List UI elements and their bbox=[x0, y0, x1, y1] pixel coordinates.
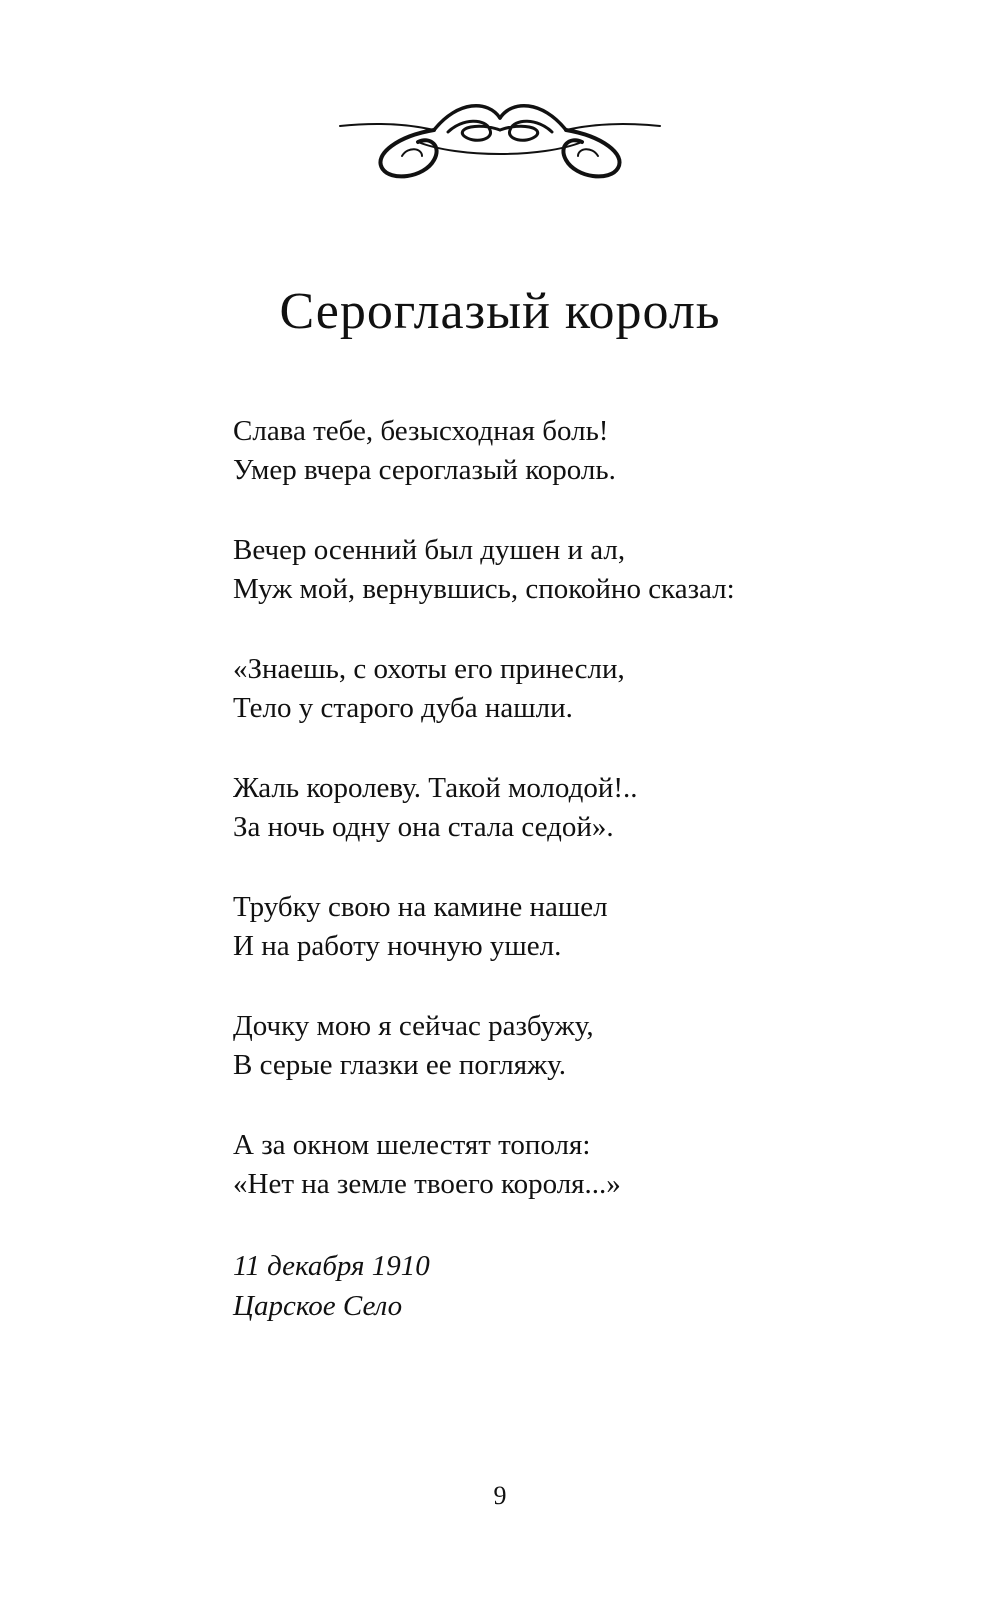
stanza bbox=[233, 769, 953, 847]
stanza bbox=[233, 1007, 953, 1085]
poem-line: А за окном шелестят тополя: bbox=[233, 1129, 591, 1161]
calligraphic-flourish-icon bbox=[338, 96, 662, 184]
poem-line: «Нет на земле твоего короля...» bbox=[233, 1168, 621, 1200]
poem-line: За ночь одну она стала седой». bbox=[233, 811, 614, 843]
poem-line: «Знаешь, с охоты его принесли, bbox=[233, 653, 625, 685]
poem-line: Муж мой, вернувшись, спокойно сказал: bbox=[233, 573, 735, 605]
poem-line: Тело у старого дуба нашли. bbox=[233, 692, 573, 724]
stanza bbox=[233, 1126, 953, 1204]
poem-line: Жаль королеву. Такой молодой!.. bbox=[233, 772, 638, 804]
stanza bbox=[233, 650, 953, 728]
page-number: 9 bbox=[493, 1481, 507, 1510]
stanza bbox=[233, 888, 953, 966]
poem-date: 11 декабря 1910 bbox=[233, 1250, 430, 1282]
stanza bbox=[233, 412, 953, 490]
poem-line: И на работу ночную ушел. bbox=[233, 930, 562, 962]
poem-line: Вечер осенний был душен и ал, bbox=[233, 534, 626, 566]
poem-line: Умер вчера сероглазый король. bbox=[233, 454, 616, 486]
poem-line: Трубку свою на камине нашел bbox=[233, 891, 608, 923]
poem-place: Царское Село bbox=[233, 1290, 403, 1322]
poem-line: Слава тебе, безысходная боль! bbox=[233, 415, 609, 447]
stanza bbox=[233, 531, 953, 609]
poem-title: Сероглазый король bbox=[279, 283, 721, 340]
poem-dateline bbox=[233, 1246, 430, 1326]
poem-body bbox=[233, 412, 953, 1245]
poem-line: В серые глазки ее погляжу. bbox=[233, 1049, 567, 1081]
poem-line: Дочку мою я сейчас разбужу, bbox=[233, 1010, 594, 1042]
